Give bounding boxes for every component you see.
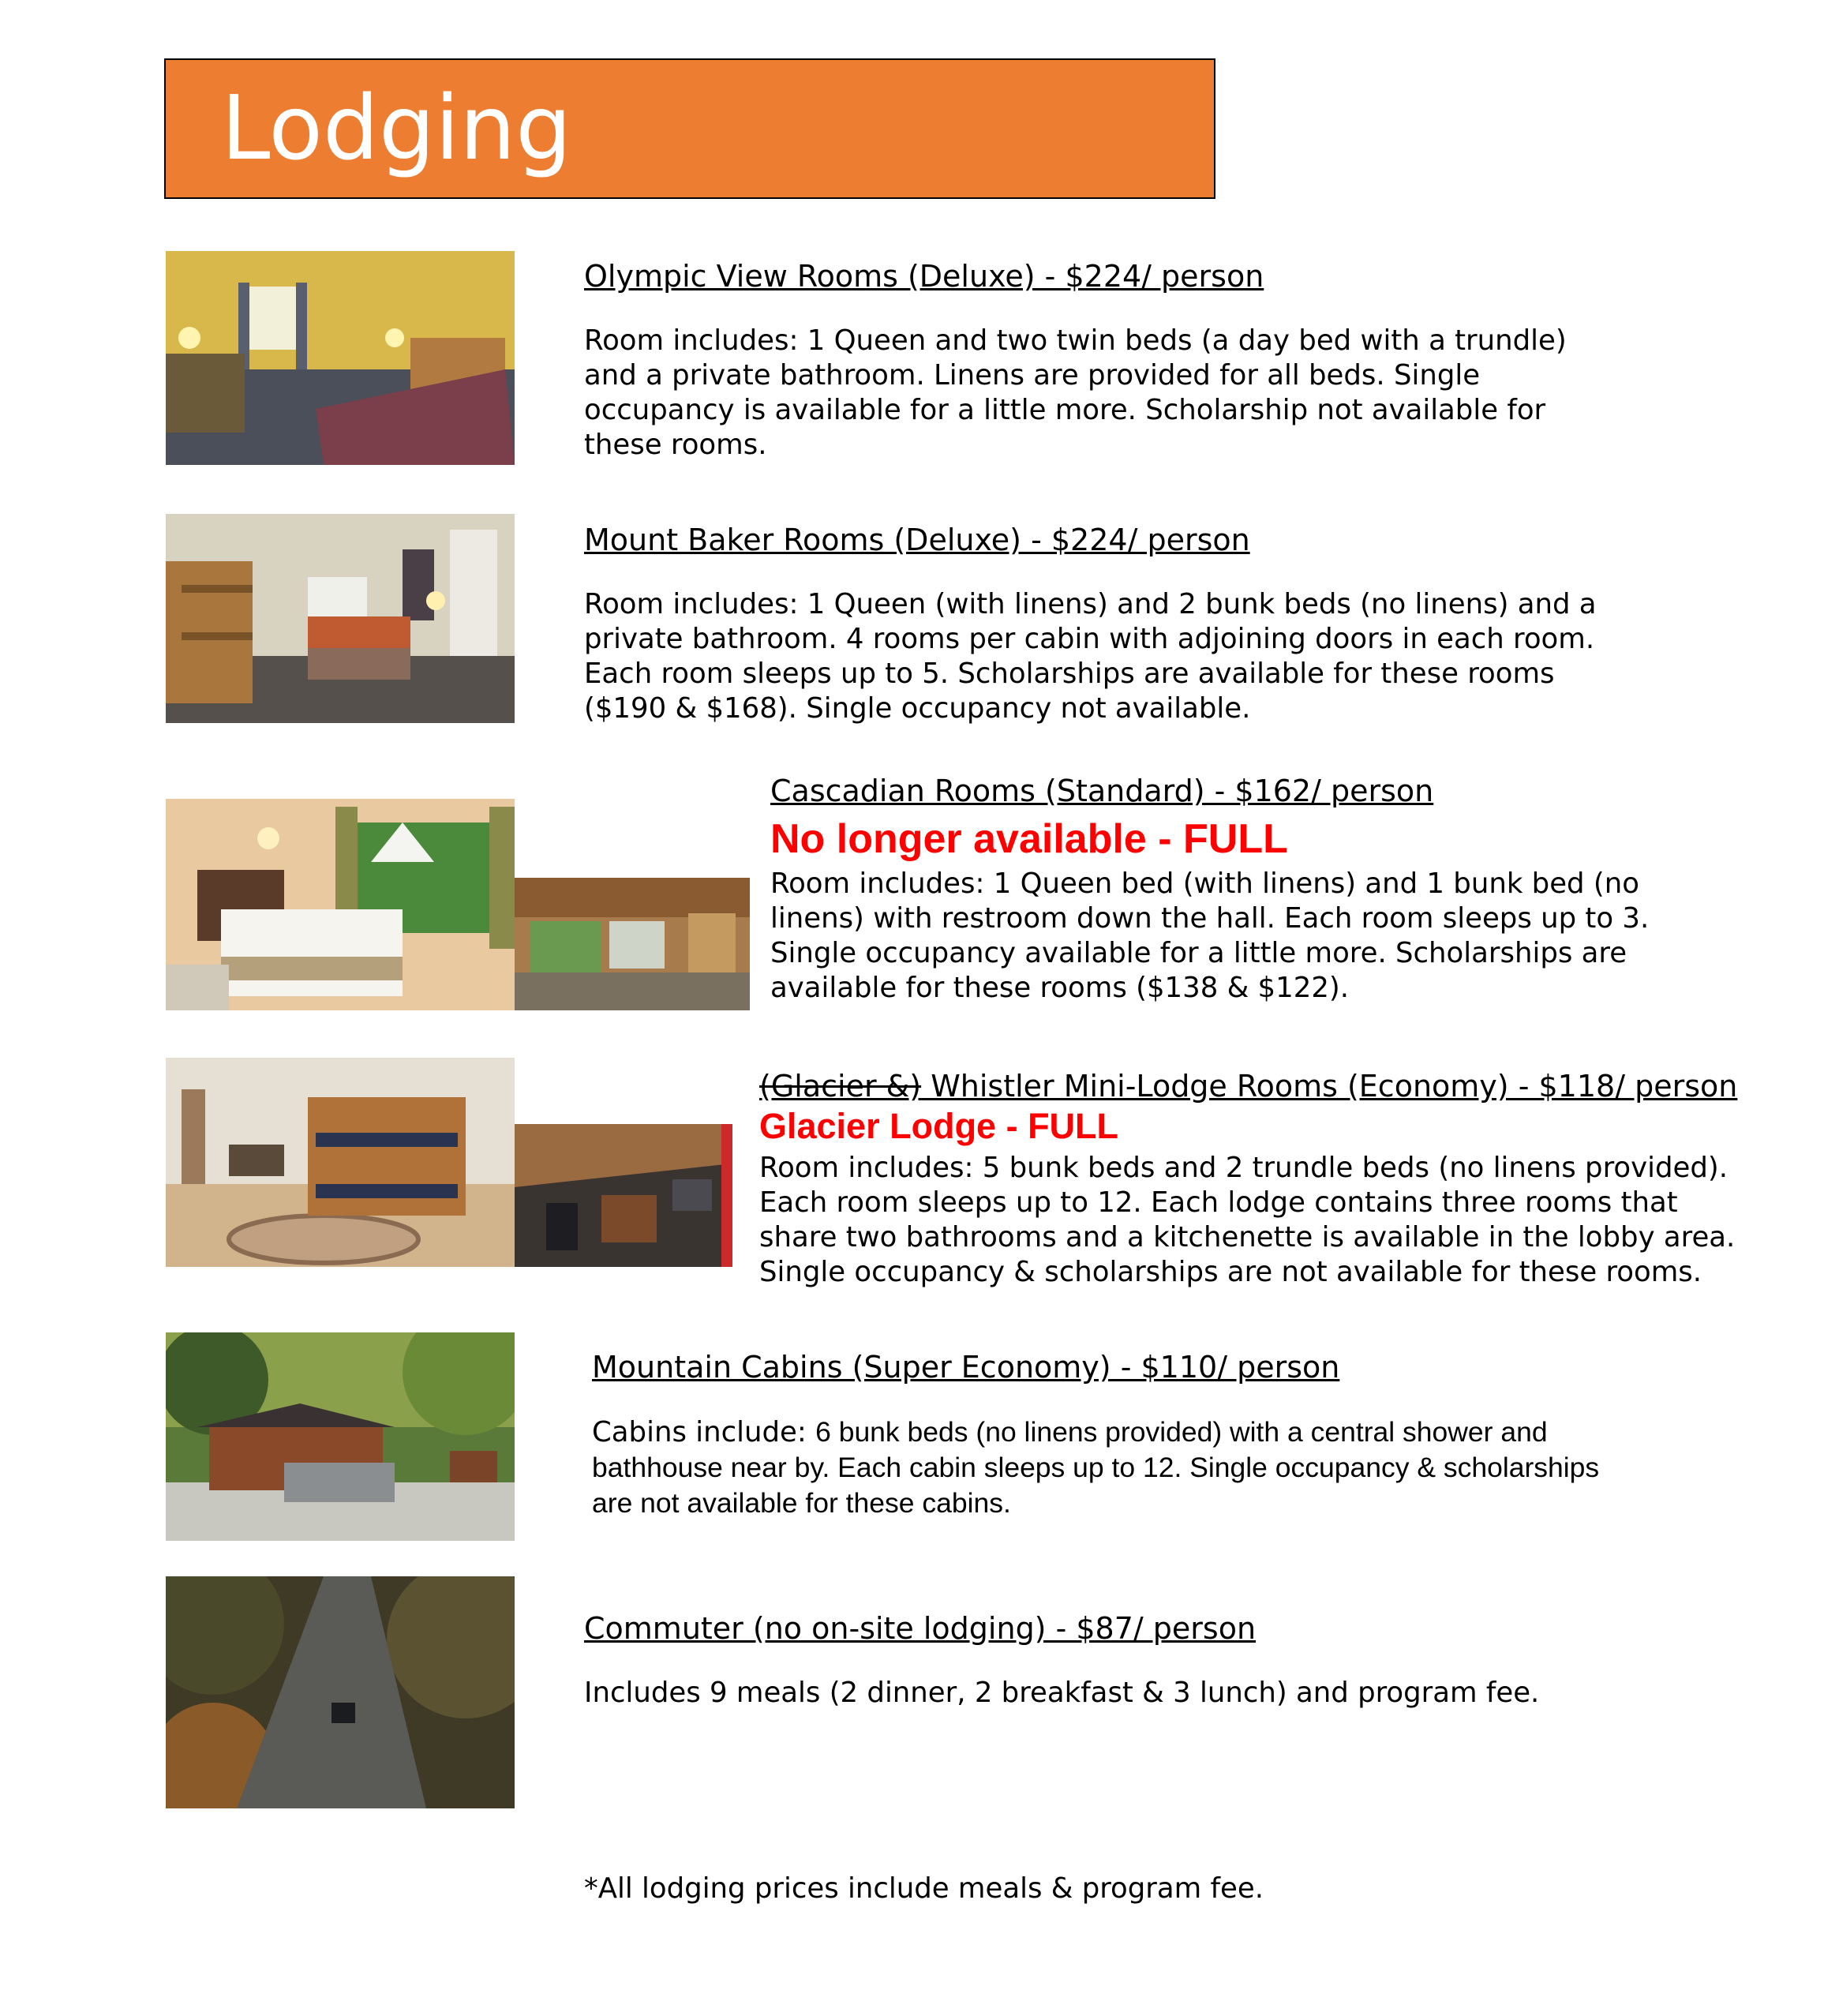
mountain-cabins-description-body: 6 bunk beds (no linens provided) with a central shower and bathhouse near by. Each cabin sleeps up to 12. Single occupancy & scholarships are not available for these cabins.	[592, 1415, 1600, 1519]
cascadian-heading: Cascadian Rooms (Standard) - $162/ person	[770, 774, 1434, 808]
mountain-cabin-photo	[166, 1332, 515, 1541]
cascadian-section	[770, 774, 1725, 1006]
cascadian-description: Room includes: 1 Queen bed (with linens) and 1 bunk bed (no linens) with restroom down the hall. Each room sleeps up to 3. Single occupancy available for a little more. Scholarships are available for these rooms ($138 & $122).	[770, 867, 1650, 1004]
mount-baker-description: Room includes: 1 Queen (with linens) and 2 bunk beds (no linens) and a private bathroom. 4 rooms per cabin with adjoining doors in each room. Each room sleeps up to 5. Scholarships are available for these rooms ($190 & $168). Single occupancy not available.	[584, 587, 1597, 725]
commuter-heading: Commuter (no on-site lodging) - $87/ person	[584, 1611, 1257, 1646]
cascadian-status: No longer available - FULL	[770, 815, 1288, 862]
whistler-status: Glacier Lodge - FULL	[759, 1105, 1119, 1146]
mount-baker-heading: Mount Baker Rooms (Deluxe) - $224/ person	[584, 523, 1250, 557]
page-title: Lodging	[221, 77, 572, 180]
cascadian-room-photo	[166, 799, 515, 1010]
title-banner	[164, 58, 1215, 199]
olympic-room-photo	[166, 251, 515, 465]
whistler-section	[759, 1069, 1746, 1290]
commuter-road-photo	[166, 1576, 515, 1808]
footnote: *All lodging prices include meals & program fee.	[584, 1872, 1264, 1905]
whistler-room-photo	[166, 1058, 515, 1267]
whistler-heading	[759, 1069, 1746, 1105]
mountain-cabins-heading: Mountain Cabins (Super Economy) - $110/ person	[592, 1350, 1340, 1385]
olympic-view-description: Room includes: 1 Queen and two twin beds (a day bed with a trundle) and a private bathroom. Linens are provided for all beds. Single occupancy is available for a little more. Scholarship not available for these rooms.	[584, 324, 1567, 461]
whistler-heading-struck: (Glacier &)	[759, 1069, 922, 1104]
commuter-description: Includes 9 meals (2 dinner, 2 breakfast & 3 lunch) and program fee.	[584, 1676, 1540, 1709]
mountain-cabins-section	[592, 1350, 1610, 1521]
whistler-heading-main: Whistler Mini-Lodge Rooms (Economy) - $118/ person	[921, 1069, 1738, 1104]
commuter-section	[584, 1611, 1602, 1711]
mount-baker-section	[584, 523, 1602, 726]
olympic-view-heading: Olympic View Rooms (Deluxe) - $224/ person	[584, 259, 1264, 294]
mountain-cabins-description-lead: Cabins include:	[592, 1415, 816, 1448]
whistler-lounge-photo	[515, 1124, 732, 1267]
olympic-view-section	[584, 259, 1602, 463]
cascadian-lobby-photo	[515, 878, 750, 1010]
whistler-description: Room includes: 5 bunk beds and 2 trundle beds (no linens provided). Each room sleeps up to 12. Each lodge contains three rooms that share two bathrooms and a kitchenette is available in the lobby area. Single occupancy & scholarships are not available for these rooms.	[759, 1151, 1736, 1288]
mount-baker-room-photo	[166, 514, 515, 723]
mountain-cabins-description	[592, 1415, 1610, 1521]
